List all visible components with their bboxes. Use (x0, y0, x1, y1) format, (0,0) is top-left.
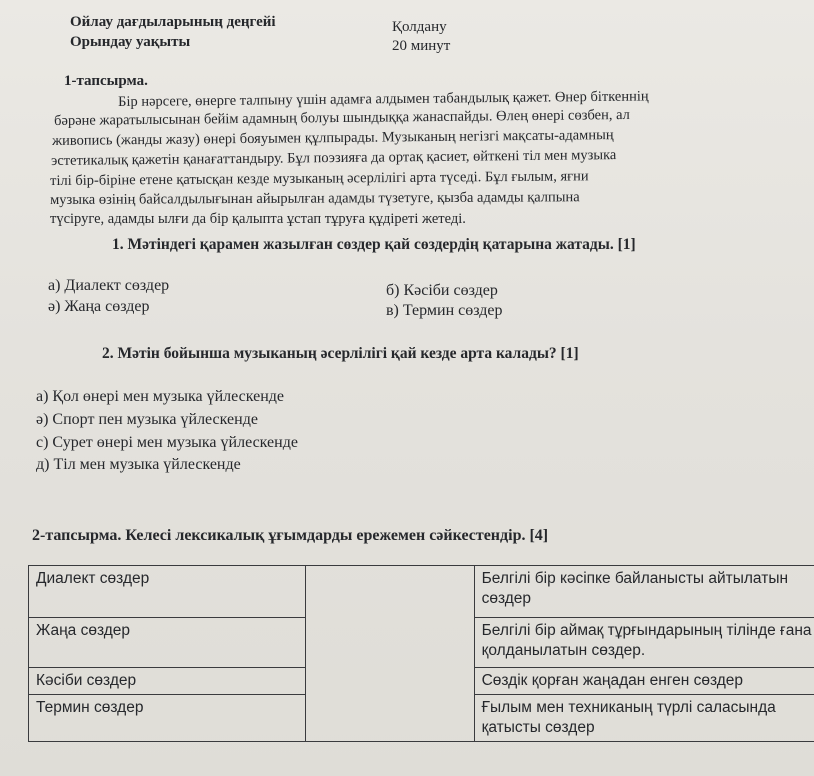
text-line: живопись (жанды жазу) өнері бояуымен құлпырады. Музыканың негізгі мақсаты-адамның (52, 127, 614, 149)
term-cell: Кәсіби сөздер (29, 668, 306, 695)
definition-cell: Ғылым мен техниканың түрлі саласында қатысты сөздер (474, 695, 814, 742)
q1-option-b: б) Кәсіби сөздер (386, 282, 498, 299)
text-line: эстетикалық қажетін қанағаттандыру. Бұл поэзияға да ортақ қасиет, өйткені тіл мен музыка (51, 147, 617, 169)
time-label: Орындау уақыты (70, 34, 191, 50)
term-cell: Жаңа сөздер (29, 618, 306, 668)
definition-cell: Сөздік қорған жаңадан енген сөздер (474, 668, 814, 695)
text-line: тілі бір-біріне етене қатысқан кезде музыканың әсерлілігі арта түседі. Бұл ғылым, яғни (50, 168, 589, 189)
text-line: музыка өзінің байсалдылығынан айырылған адамды түзетуге, қызба адамды қалпына (50, 189, 580, 208)
task2-title: 2-тапсырма. Келесі лексикалық ұғымдарды ережемен сәйкестендір. [4] (32, 527, 549, 544)
text-line: түсіруге, адамды ылғи да бір қалыпта ұстап тұруға құдіреті жетеді. (50, 211, 466, 227)
thinking-level-value: Қолдану (392, 19, 447, 35)
text-line: бәрәне жаратылысынан бейім адамның болуы шындыққа жанаспайды. Өлең өнері сөзбен, ал (54, 106, 630, 129)
q1-option-a: а) Диалект сөздер (48, 277, 170, 294)
answer-column (305, 566, 474, 742)
thinking-level-label: Ойлау дағдыларының деңгейі (70, 14, 276, 30)
question-2: 2. Мәтін бойынша музыканың әсерлілігі қай кезде арта калады? [1] (102, 345, 579, 362)
task1-title: 1-тапсырма. (64, 73, 148, 89)
text-line: Бір нәрсеге, өнерге талпыну үшін адамға алдымен табандылық қажет. Өнер біткеннің (118, 88, 649, 110)
definition-cell: Белгілі бір кәсіпке байланысты айтылатын сөздер (474, 566, 814, 618)
matching-table (28, 565, 814, 742)
q2-option-d: д) Тіл мен музыка үйлескенде (36, 456, 241, 473)
q1-option-v: в) Термин сөздер (386, 302, 503, 319)
table-row (29, 566, 814, 618)
question-1: 1. Мәтіндегі қарамен жазылған сөздер қай сөздердің қатарына жатады. [1] (112, 236, 636, 253)
term-cell: Диалект сөздер (29, 566, 306, 618)
time-value: 20 минут (392, 38, 451, 54)
q2-option-s: с) Сурет өнері мен музыка үйлескенде (36, 434, 298, 451)
q2-option-ae: ә) Спорт пен музыка үйлескенде (36, 411, 258, 428)
term-cell: Термин сөздер (29, 695, 306, 742)
q2-option-a: а) Қол өнері мен музыка үйлескенде (36, 388, 285, 405)
q1-option-ae: ә) Жаңа сөздер (48, 298, 150, 315)
definition-cell: Белгілі бір аймақ тұрғындарының тілінде ғана қолданылатын сөздер. (474, 618, 814, 668)
